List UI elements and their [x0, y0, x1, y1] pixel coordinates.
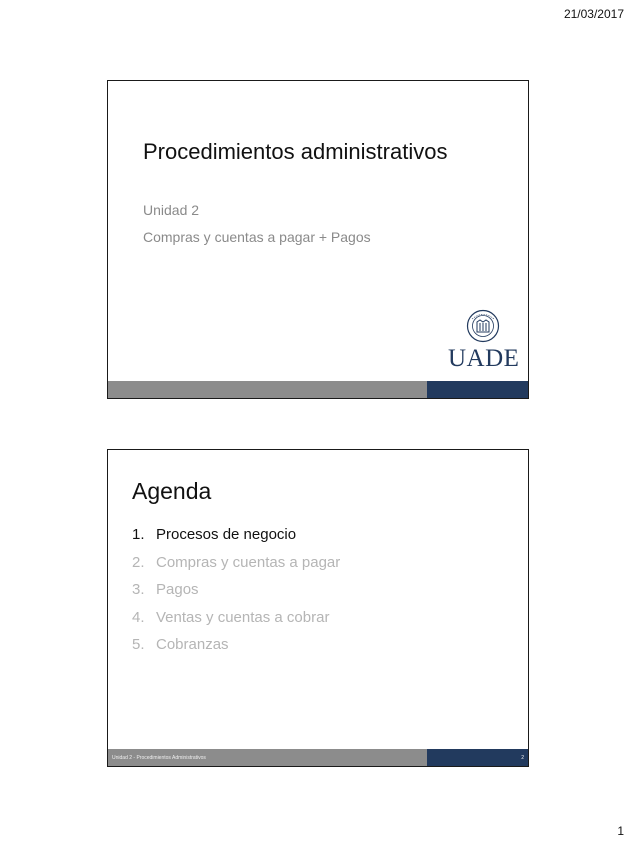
- slide-number: 2: [521, 754, 524, 761]
- footer-navy-segment: [427, 749, 528, 766]
- title-slide: [107, 80, 529, 399]
- slide-footer-bar: [108, 749, 528, 766]
- agenda-item-number: 2.: [132, 553, 145, 571]
- page-number: 1: [617, 824, 624, 838]
- agenda-item-label: Ventas y cuentas a cobrar: [156, 608, 330, 626]
- slide-subtitle-topic: Compras y cuentas a pagar + Pagos: [143, 229, 371, 245]
- footer-navy-segment: [427, 381, 528, 398]
- footer-grey-segment: [108, 381, 427, 398]
- agenda-item: [132, 609, 340, 637]
- slide-title: Agenda: [132, 478, 212, 504]
- uade-logo: [448, 309, 518, 375]
- agenda-item: [132, 581, 340, 609]
- agenda-item-label: Compras y cuentas a pagar: [156, 553, 341, 571]
- agenda-item-number: 1.: [132, 526, 145, 543]
- agenda-item: [132, 636, 340, 664]
- agenda-slide: [107, 449, 529, 767]
- agenda-item: [132, 526, 340, 554]
- slide-title: Procedimientos administrativos: [143, 139, 448, 164]
- uade-wordmark: UADE: [448, 345, 520, 372]
- slide-footer-bar: [108, 381, 528, 398]
- agenda-item-number: 5.: [132, 636, 145, 653]
- agenda-item: [132, 554, 340, 582]
- agenda-item-number: 3.: [132, 581, 145, 598]
- print-date: 21/03/2017: [563, 7, 624, 21]
- agenda-item-number: 4.: [132, 608, 145, 626]
- university-seal-icon: [466, 309, 500, 343]
- footer-caption: Unidad 2 - Procedimientos Administrativos: [112, 754, 206, 761]
- slide-subtitle-unit: Unidad 2: [143, 202, 200, 218]
- agenda-list: [132, 526, 340, 664]
- agenda-item-label: Procesos de negocio: [156, 526, 297, 543]
- agenda-item-label: Pagos: [156, 581, 199, 598]
- agenda-item-label: Cobranzas: [156, 636, 229, 653]
- footer-grey-segment: [108, 749, 427, 766]
